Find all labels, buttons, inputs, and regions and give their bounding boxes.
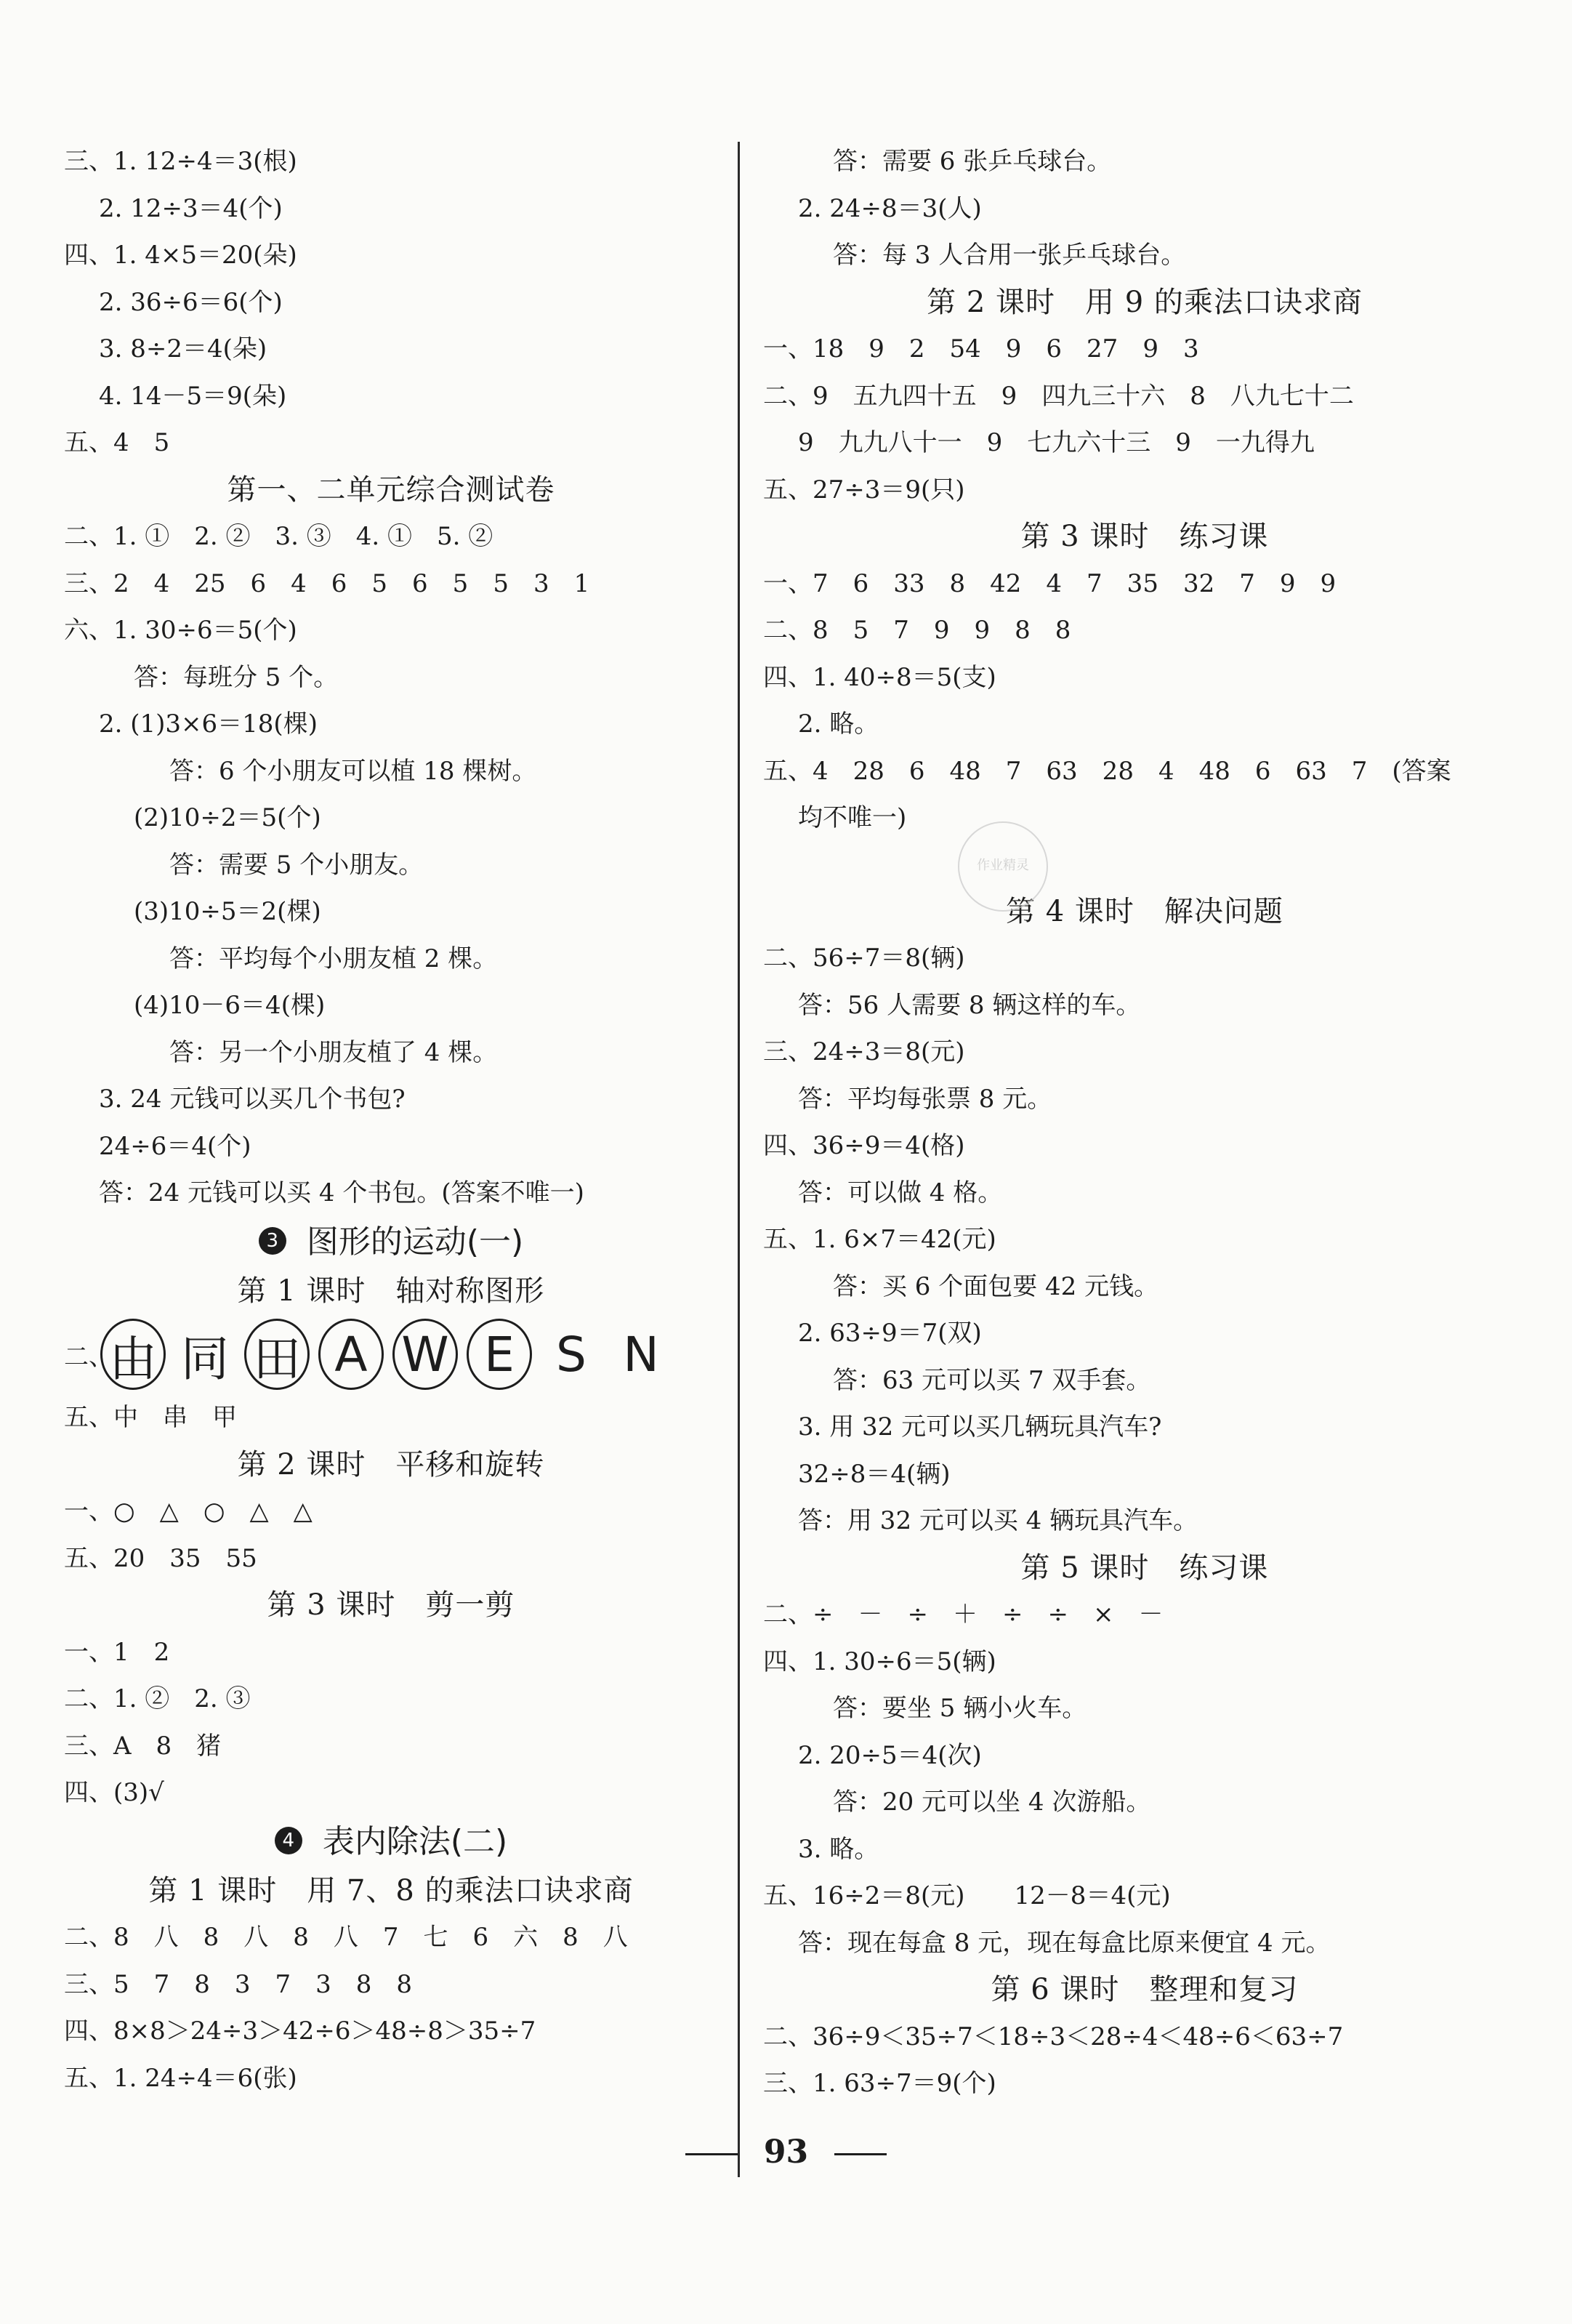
answer-line: 一、1 2 — [64, 1637, 170, 1667]
answer-line: 四、36÷9＝4(格) — [763, 1131, 965, 1160]
answer-line: 24÷6＝4(个) — [99, 1131, 251, 1161]
answer-line: 二、÷ － ÷ ＋ ÷ ÷ × － — [763, 1600, 1164, 1629]
stamp-text: 作业精灵 — [977, 858, 1029, 873]
page-number-value: 93 — [763, 2134, 809, 2171]
question-label: 二、 — [64, 1342, 113, 1372]
answer-line: 答：现在每盒 8 元，现在每盒比原来便宜 4 元。 — [798, 1928, 1331, 1958]
answer-line: 二、1. ① 2. ② 3. ③ 4. ① 5. ② — [64, 522, 493, 551]
answer-line: 三、1. 63÷7＝9(个) — [763, 2069, 996, 2098]
right-column — [763, 138, 1526, 2107]
answer-line: 32÷8＝4(辆) — [798, 1459, 951, 1489]
answer-line: 3. 用 32 元可以买几辆玩具汽车? — [798, 1412, 1162, 1442]
answer-line: 9 九九八十一 9 七九六十三 9 一九得九 — [798, 428, 1315, 457]
circled-glyph: E — [467, 1319, 532, 1390]
answer-line: (3)10÷5＝2(棵) — [134, 897, 321, 926]
answer-line: 三、1. 12÷4＝3(根) — [64, 147, 297, 176]
answer-line: 四、1. 30÷6＝5(辆) — [763, 1646, 996, 1676]
answer-line: 六、1. 30÷6＝5(个) — [64, 616, 297, 645]
answer-line: 五、20 35 55 — [64, 1543, 257, 1573]
answer-line: 五、1. 24÷4＝6(张) — [64, 2063, 297, 2093]
lesson-title: 第 1 课时 轴对称图形 — [237, 1274, 545, 1308]
circled-glyph: W — [392, 1319, 458, 1390]
answer-line: 一、18 9 2 54 9 6 27 9 3 — [763, 334, 1199, 363]
lesson-title: 第 1 课时 用 7、8 的乘法口诀求商 — [148, 1873, 634, 1907]
answer-line: 四、8×8＞24÷3＞42÷6＞48÷8＞35÷7 — [64, 2017, 536, 2046]
lesson-title: 第 3 课时 练习课 — [1020, 520, 1269, 553]
answer-line: 4. 14－5＝9(朵) — [99, 381, 287, 411]
answer-line: 三、A 8 猪 — [64, 1731, 222, 1761]
answer-line: 2. 63÷9＝7(双) — [798, 1319, 982, 1348]
answer-line: 四、1. 4×5＝20(朵) — [64, 241, 297, 270]
answer-line: 答：另一个小朋友植了 4 棵。 — [169, 1037, 498, 1067]
answer-line: 3. 略。 — [798, 1834, 879, 1864]
unit-number-badge: 3 — [259, 1227, 286, 1255]
answer-line: 答：56 人需要 8 辆这样的车。 — [798, 990, 1141, 1020]
answer-line: 答：买 6 个面包要 42 元钱。 — [833, 1271, 1159, 1301]
circled-glyph: A — [318, 1319, 384, 1390]
answer-line: 答：63 元可以买 7 双手套。 — [833, 1365, 1151, 1395]
answer-line: 五、1. 6×7＝42(元) — [763, 1225, 996, 1254]
answer-line: 答：每班分 5 个。 — [134, 662, 339, 692]
lesson-title: 第 6 课时 整理和复习 — [991, 1973, 1299, 2006]
answer-line: 答：6 个小朋友可以植 18 棵树。 — [169, 756, 537, 786]
answer-line: 答：20 元可以坐 4 次游船。 — [833, 1788, 1151, 1817]
unit-heading-4 — [64, 1817, 718, 1867]
answer-line: 四、(3)√ — [64, 1778, 164, 1807]
answer-line: 答：要坐 5 辆小火车。 — [833, 1694, 1087, 1723]
answer-line: 答：可以做 4 格。 — [798, 1178, 1003, 1207]
answer-line: 五、16÷2＝8(元) 12－8＝4(元) — [763, 1881, 1171, 1910]
column-divider — [738, 142, 740, 2177]
unit-heading-3 — [64, 1217, 718, 1268]
answer-line: 2. 20÷5＝4(次) — [798, 1740, 982, 1770]
watermark-stamp — [958, 821, 1048, 912]
answer-line: 2. 略。 — [798, 709, 879, 739]
answer-line: 三、24÷3＝8(元) — [763, 1037, 965, 1066]
section-title-test: 第一、二单元综合测试卷 — [227, 473, 555, 507]
answer-line: (2)10÷2＝5(个) — [134, 803, 321, 832]
answer-line: 二、8 八 8 八 8 八 7 七 6 六 8 八 — [64, 1923, 628, 1952]
answer-line: 均不唯一) — [798, 803, 907, 832]
glyph: S — [556, 1326, 587, 1383]
answer-line: 答：24 元钱可以买 4 个书包。(答案不唯一) — [99, 1178, 584, 1207]
glyph: 同 — [181, 1330, 229, 1387]
answer-line: 3. 8÷2＝4(朵) — [99, 334, 267, 363]
answer-line: 二、36÷9＜35÷7＜18÷3＜28÷4＜48÷6＜63÷7 — [763, 2022, 1344, 2051]
answer-line: 二、8 5 7 9 9 8 8 — [763, 616, 1071, 645]
answer-line: 答：用 32 元可以买 4 辆玩具汽车。 — [798, 1506, 1198, 1535]
answer-line: 3. 24 元钱可以买几个书包? — [99, 1085, 406, 1114]
unit-number-badge: 4 — [275, 1827, 302, 1854]
answer-line: 五、4 28 6 48 7 63 28 4 48 6 63 7 (答案 — [763, 756, 1451, 786]
answer-line: 五、27÷3＝9(只) — [763, 475, 965, 504]
answer-line: 二、56÷7＝8(辆) — [763, 944, 965, 973]
answer-line: 答：平均每张票 8 元。 — [798, 1084, 1052, 1114]
answer-line: 四、1. 40÷8＝5(支) — [763, 662, 996, 692]
lesson-title: 第 5 课时 练习课 — [1020, 1551, 1269, 1585]
lesson-title: 第 3 课时 剪一剪 — [267, 1588, 515, 1622]
left-column — [64, 138, 718, 2102]
page-number-dash — [685, 2153, 738, 2155]
answer-line: 2. (1)3×6＝18(棵) — [99, 709, 318, 739]
glyph: N — [623, 1326, 659, 1383]
answer-line: 一、○ △ ○ △ △ — [64, 1497, 313, 1526]
answer-line: 五、4 5 — [64, 428, 170, 457]
symmetric-figures-row — [64, 1314, 718, 1394]
answer-line: 答：需要 6 张乒乓球台。 — [833, 147, 1112, 176]
answer-line: 2. 36÷6＝6(个) — [99, 287, 283, 317]
answer-line: 三、2 4 25 6 4 6 5 6 5 5 3 1 — [64, 568, 590, 598]
answer-line: 答：平均每个小朋友植 2 棵。 — [169, 944, 498, 973]
unit-title: 图形的运动(一) — [306, 1223, 524, 1260]
answer-line: 答：需要 5 个小朋友。 — [169, 850, 424, 880]
answer-line: 五、中 串 甲 — [64, 1403, 237, 1432]
answer-line: 2. 12÷3＝4(个) — [99, 193, 283, 223]
page-number-dash — [834, 2153, 887, 2155]
lesson-title: 第 4 课时 解决问题 — [1006, 894, 1283, 928]
answer-line: 答：每 3 人合用一张乒乓球台。 — [833, 241, 1186, 270]
unit-title: 表内除法(二) — [322, 1822, 508, 1860]
lesson-title: 第 2 课时 用 9 的乘法口诀求商 — [927, 285, 1363, 319]
blank-space — [763, 842, 1526, 888]
answer-line: 一、7 6 33 8 42 4 7 35 32 7 9 9 — [763, 568, 1337, 598]
answer-line: 三、5 7 8 3 7 3 8 8 — [64, 1969, 413, 1999]
answer-line: (4)10－6＝4(棵) — [134, 991, 326, 1020]
circled-glyph: 由 — [100, 1319, 166, 1390]
lesson-title: 第 2 课时 平移和旋转 — [237, 1447, 545, 1481]
answer-line: 2. 24÷8＝3(人) — [798, 193, 982, 223]
circled-glyph: 田 — [244, 1319, 310, 1390]
page-number — [0, 2134, 1572, 2171]
answer-line: 二、9 五九四十五 9 四九三十六 8 八九七十二 — [763, 381, 1354, 411]
answer-line: 二、1. ② 2. ③ — [64, 1684, 251, 1713]
